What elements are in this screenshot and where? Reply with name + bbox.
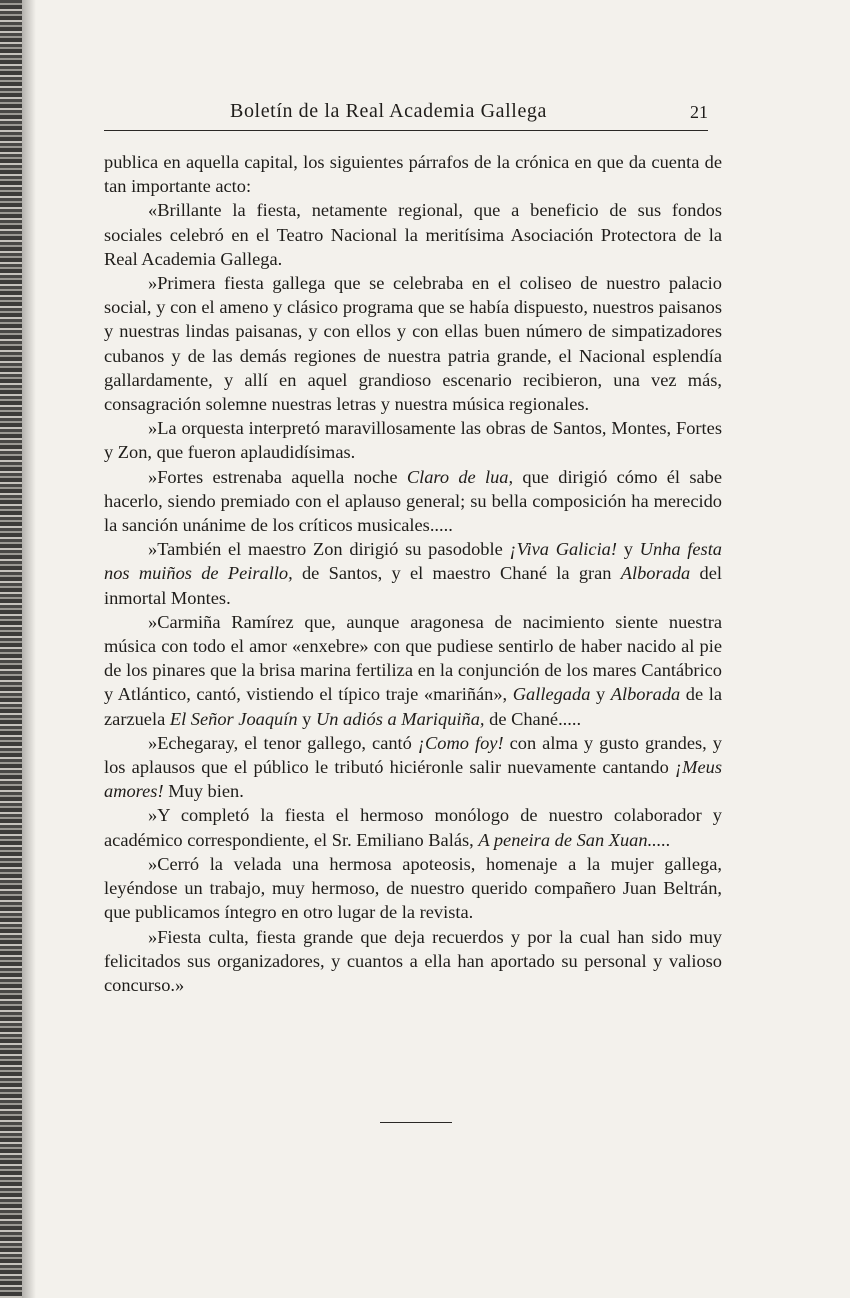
paragraph: [104, 198, 722, 271]
text-run: »Echegaray, el tenor gallego, cantó: [148, 732, 418, 753]
paragraph: [104, 852, 722, 925]
italic-title: Unha festa nos muiños de Peirallo,: [104, 539, 723, 584]
italic-title: ¡Como foy!: [417, 732, 504, 753]
italic-title: ¡Viva Galicia!: [509, 539, 617, 560]
text-run: de Santos, y el maestro Chané la gran: [292, 563, 621, 584]
text-run: »Carmiña Ramírez que, aunque aragonesa de nacimiento siente nuestra música con todo el amor «enxebre» con que pudiese sentirlo de haber nacido al pie de los pinares que la brisa marina fertiliza en la conjunción de los mares Cantábrico y Atlántico, cantó, vistiendo el típico traje «mariñán»,: [104, 611, 722, 705]
italic-title: Claro de lua,: [406, 466, 514, 487]
article-body: [104, 150, 722, 997]
text-run: »La orquesta interpretó maravillosamente las obras de Santos, Montes, Fortes y Zon, que fueron aplaudidísimas.: [104, 418, 722, 463]
text-run: y: [297, 708, 316, 729]
italic-title: Alborada: [620, 563, 691, 584]
text-run: »Fortes estrenaba aquella noche: [148, 466, 407, 487]
text-run: de la zarzuela: [104, 684, 723, 729]
text-run: »También el maestro Zon dirigió su pasodoble: [148, 539, 510, 560]
text-run: y: [590, 684, 611, 705]
paragraph: [104, 925, 722, 998]
italic-title: ¡Meus amores!: [104, 757, 722, 802]
text-run: de Chané.....: [484, 708, 582, 729]
journal-title: Boletín de la Real Academia Gallega: [230, 100, 547, 122]
paragraph: [104, 731, 722, 804]
text-run: »Primera fiesta gallega que se celebraba en el coliseo de nuestro palacio social, y con el ameno y clásico programa que se había dispuesto, nuestros paisanos y nuestras lindas paisanas, y con ellos y con ellas buen número de simpatizadores cubanos y de las demás regiones de nuestra patria grande, el Nacional esplendía gallardamente, y allí en aquel grandioso escenario recibieron, una vez más, consagración solemne nuestras letras y nuestra música regionales.: [104, 273, 722, 415]
italic-title: Un adiós a Mariquiña,: [315, 708, 485, 729]
text-run: y: [617, 539, 640, 560]
header-rule: [104, 130, 708, 131]
text-run: del inmortal Montes.: [104, 563, 722, 608]
text-run: »Cerró la velada una hermosa apoteosis, homenaje a la mujer gallega, leyéndose un trabajo, muy hermoso, de nuestro querido compañero Juan Beltrán, que publicamos íntegro en otro lugar de la revista.: [104, 853, 722, 923]
text-run: »Fiesta culta, fiesta grande que deja recuerdos y por la cual han sido muy felicitados sus organizadores, y cuantos a ella han aportado su personal y valioso concurso.»: [104, 926, 722, 995]
text-run: «Brillante la fiesta, netamente regional, que a beneficio de sus fondos sociales celebró en el Teatro Nacional la meritísima Asociación Protectora de la Real Academia Gallega.: [104, 200, 722, 269]
text-run: que dirigió cómo él sabe hacerlo, siendo premiado con el aplauso general; su bella composición ha merecido la sanción unánime de los críticos musicales.....: [104, 466, 722, 536]
paragraph: [104, 271, 722, 416]
italic-title: Alborada: [610, 684, 681, 705]
paragraph: [104, 610, 722, 731]
paragraph: [104, 416, 722, 464]
text-run: con alma y gusto grandes, y los aplausos que el público le tributó hiciéronle salir nuevamente cantando: [104, 732, 722, 778]
paragraph: [104, 150, 722, 198]
italic-title: El Señor Joaquín: [169, 708, 298, 729]
text-run: publica en aquella capital, los siguientes párrafos de la crónica en que da cuenta de tan importante acto:: [104, 152, 722, 197]
end-rule: [380, 1122, 452, 1123]
running-header: [104, 100, 708, 134]
book-binding-edge: [0, 0, 22, 1298]
italic-title: Gallegada: [512, 684, 591, 705]
paragraph: [104, 465, 722, 538]
binding-shadow: [22, 0, 36, 1298]
paragraph: [104, 537, 722, 610]
paragraph: [104, 803, 722, 851]
text-run: Muy bien.: [163, 781, 244, 802]
page-number: 21: [690, 102, 708, 122]
italic-title: A peneira de San Xuan.....: [478, 829, 671, 850]
text-run: »Y completó la fiesta el hermoso monólogo de nuestro colaborador y académico correspondiente, el Sr. Emiliano Balás,: [104, 805, 722, 850]
